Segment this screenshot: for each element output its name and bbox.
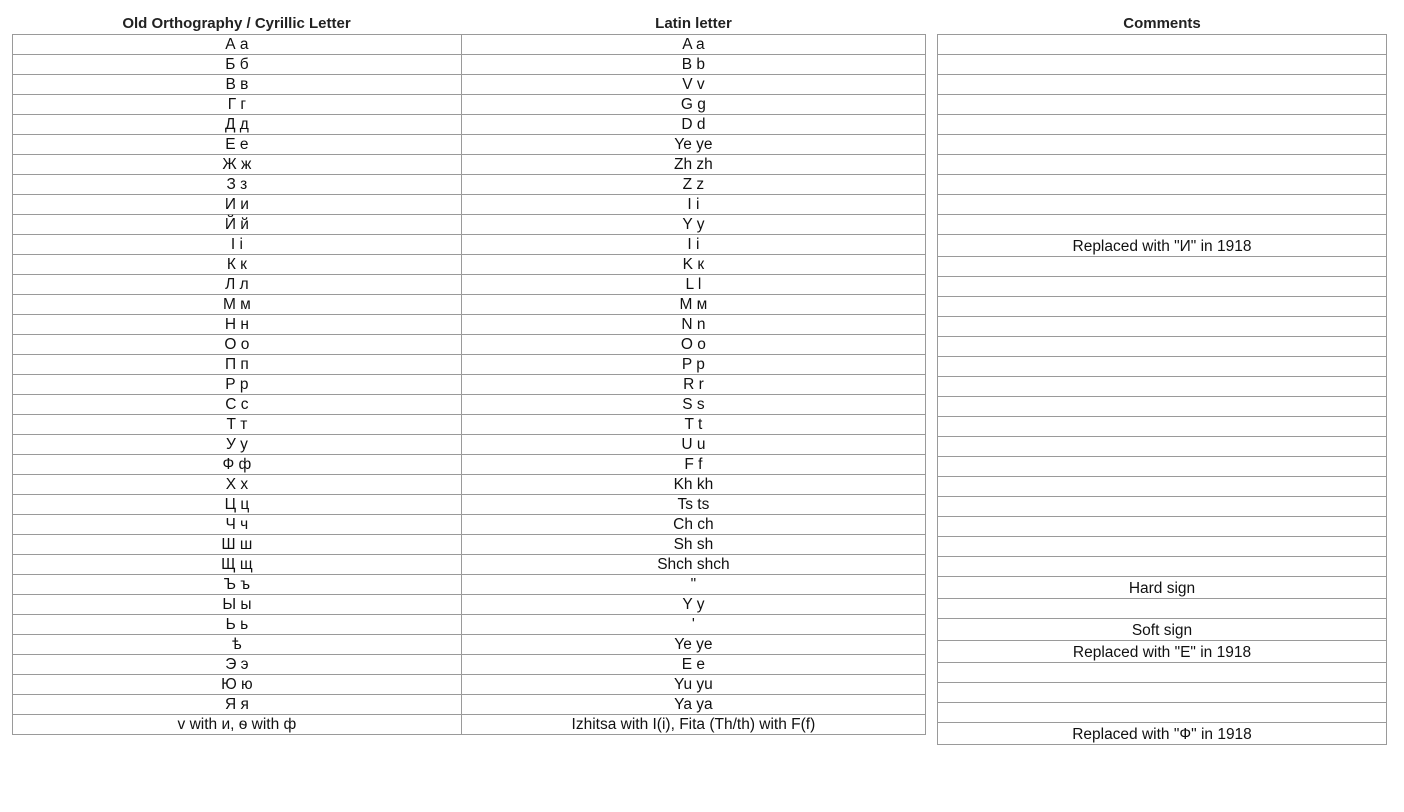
latin-cell: D d: [461, 115, 925, 135]
latin-cell: A a: [461, 35, 925, 55]
comment-row: [938, 95, 1387, 115]
comment-cell: [938, 397, 1387, 417]
table-row: [13, 695, 926, 715]
comments-table: [937, 34, 1387, 745]
cyrillic-cell: Б б: [13, 55, 462, 75]
latin-cell: N n: [461, 315, 925, 335]
cyrillic-cell: А а: [13, 35, 462, 55]
comment-row: [938, 235, 1387, 257]
comment-cell: [938, 95, 1387, 115]
cyrillic-cell: Г г: [13, 95, 462, 115]
cyrillic-cell: І і: [13, 235, 462, 255]
cyrillic-cell: Ы ы: [13, 595, 462, 615]
cyrillic-cell: В в: [13, 75, 462, 95]
comment-cell: [938, 537, 1387, 557]
comment-row: [938, 437, 1387, 457]
comment-row: [938, 195, 1387, 215]
table-row: [13, 155, 926, 175]
comment-row: [938, 55, 1387, 75]
cyrillic-cell: Ж ж: [13, 155, 462, 175]
comment-cell: Replaced with "E" in 1918: [938, 641, 1387, 663]
cyrillic-cell: П п: [13, 355, 462, 375]
table-row: [13, 655, 926, 675]
table-row: [13, 435, 926, 455]
table-row: [13, 195, 926, 215]
comment-row: [938, 619, 1387, 641]
table-row: [13, 175, 926, 195]
comment-cell: [938, 703, 1387, 723]
table-row: [13, 95, 926, 115]
table-row: [13, 635, 926, 655]
cyrillic-cell: У у: [13, 435, 462, 455]
comment-row: [938, 477, 1387, 497]
table-row: [13, 215, 926, 235]
cyrillic-cell: Р р: [13, 375, 462, 395]
comment-row: [938, 115, 1387, 135]
comment-row: [938, 257, 1387, 277]
comment-row: [938, 663, 1387, 683]
comment-row: [938, 397, 1387, 417]
table-row: [13, 675, 926, 695]
cyrillic-cell: Ф ф: [13, 455, 462, 475]
comment-cell: [938, 75, 1387, 95]
cyrillic-cell: Т т: [13, 415, 462, 435]
comment-row: [938, 683, 1387, 703]
latin-cell: M м: [461, 295, 925, 315]
header-latin: Latin letter: [655, 15, 732, 32]
latin-cell: ': [461, 615, 925, 635]
latin-cell: Shch shch: [461, 555, 925, 575]
table-row: [13, 335, 926, 355]
header-comments: Comments: [1123, 15, 1201, 32]
comment-row: [938, 337, 1387, 357]
comment-row: [938, 417, 1387, 437]
comment-row: [938, 135, 1387, 155]
cyrillic-cell: Е е: [13, 135, 462, 155]
latin-cell: P p: [461, 355, 925, 375]
table-row: [13, 375, 926, 395]
comment-cell: [938, 663, 1387, 683]
latin-cell: Ye ye: [461, 635, 925, 655]
table-row: [13, 415, 926, 435]
table-row: [13, 255, 926, 275]
cyrillic-cell: Ш ш: [13, 535, 462, 555]
comment-cell: [938, 135, 1387, 155]
comment-cell: [938, 517, 1387, 537]
comment-row: [938, 557, 1387, 577]
cyrillic-cell: О о: [13, 335, 462, 355]
comment-row: [938, 175, 1387, 195]
comment-row: [938, 357, 1387, 377]
latin-cell: Y y: [461, 215, 925, 235]
table-row: [13, 275, 926, 295]
comment-row: [938, 537, 1387, 557]
cyrillic-cell: Я я: [13, 695, 462, 715]
cyrillic-cell: Щ щ: [13, 555, 462, 575]
table-row: [13, 115, 926, 135]
table-row: [13, 295, 926, 315]
cyrillic-cell: К к: [13, 255, 462, 275]
cyrillic-cell: И и: [13, 195, 462, 215]
cyrillic-cell: З з: [13, 175, 462, 195]
comment-cell: [938, 55, 1387, 75]
latin-cell: V v: [461, 75, 925, 95]
table-row: [13, 395, 926, 415]
cyrillic-cell: Э э: [13, 655, 462, 675]
comment-cell: [938, 175, 1387, 195]
latin-cell: T t: [461, 415, 925, 435]
latin-cell: U u: [461, 435, 925, 455]
comment-row: [938, 277, 1387, 297]
comment-row: [938, 75, 1387, 95]
cyrillic-cell: Ъ ъ: [13, 575, 462, 595]
comment-cell: [938, 195, 1387, 215]
comment-cell: [938, 557, 1387, 577]
comment-cell: [938, 497, 1387, 517]
table-row: [13, 235, 926, 255]
latin-cell: O o: [461, 335, 925, 355]
table-row: [13, 455, 926, 475]
table-row: [13, 515, 926, 535]
comment-cell: Soft sign: [938, 619, 1387, 641]
cyrillic-cell: Ь ь: [13, 615, 462, 635]
comment-cell: Replaced with "И" in 1918: [938, 235, 1387, 257]
latin-cell: K к: [461, 255, 925, 275]
latin-cell: R r: [461, 375, 925, 395]
comment-cell: [938, 683, 1387, 703]
latin-cell: I i: [461, 235, 925, 255]
comment-row: [938, 155, 1387, 175]
table-row: [13, 35, 926, 55]
table-row: [13, 135, 926, 155]
table-row: [13, 615, 926, 635]
comment-cell: [938, 297, 1387, 317]
latin-cell: Ya ya: [461, 695, 925, 715]
cyrillic-cell: Х х: [13, 475, 462, 495]
latin-cell: Y y: [461, 595, 925, 615]
comment-cell: [938, 115, 1387, 135]
cyrillic-cell: Й й: [13, 215, 462, 235]
comment-row: [938, 599, 1387, 619]
latin-cell: I i: [461, 195, 925, 215]
comment-row: [938, 703, 1387, 723]
table-row: [13, 595, 926, 615]
cyrillic-cell: Д д: [13, 115, 462, 135]
comment-cell: [938, 317, 1387, 337]
cyrillic-cell: М м: [13, 295, 462, 315]
latin-cell: S s: [461, 395, 925, 415]
comment-cell: [938, 457, 1387, 477]
comment-cell: [938, 215, 1387, 235]
comment-row: [938, 517, 1387, 537]
latin-cell: B b: [461, 55, 925, 75]
latin-cell: F f: [461, 455, 925, 475]
comment-row: [938, 35, 1387, 55]
table-row: [13, 315, 926, 335]
latin-cell: L l: [461, 275, 925, 295]
cyrillic-cell: Н н: [13, 315, 462, 335]
table-row: [13, 715, 926, 735]
comment-cell: [938, 437, 1387, 457]
latin-cell: Kh kh: [461, 475, 925, 495]
comment-cell: [938, 337, 1387, 357]
table-row: [13, 355, 926, 375]
comment-cell: [938, 417, 1387, 437]
comment-row: [938, 723, 1387, 745]
table-row: [13, 55, 926, 75]
latin-cell: Izhitsa with I(i), Fita (Th/th) with F(f): [461, 715, 925, 735]
comment-cell: [938, 357, 1387, 377]
cyrillic-cell: v with и, ѳ with ф: [13, 715, 462, 735]
latin-cell: Zh zh: [461, 155, 925, 175]
cyrillic-cell: Л л: [13, 275, 462, 295]
comment-row: [938, 457, 1387, 477]
comment-row: [938, 641, 1387, 663]
comment-cell: [938, 257, 1387, 277]
comment-row: [938, 497, 1387, 517]
latin-cell: ": [461, 575, 925, 595]
comment-cell: [938, 277, 1387, 297]
latin-cell: Sh sh: [461, 535, 925, 555]
cyrillic-cell: Ю ю: [13, 675, 462, 695]
latin-cell: Z z: [461, 175, 925, 195]
comment-cell: Replaced with "Ф" in 1918: [938, 723, 1387, 745]
cyrillic-cell: Ц ц: [13, 495, 462, 515]
latin-cell: E e: [461, 655, 925, 675]
comment-cell: [938, 35, 1387, 55]
header-cyrillic: Old Orthography / Cyrillic Letter: [122, 15, 351, 32]
latin-cell: Ye ye: [461, 135, 925, 155]
cyrillic-cell: ѣ: [13, 635, 462, 655]
latin-cell: Ch ch: [461, 515, 925, 535]
table-row: [13, 555, 926, 575]
comment-row: [938, 297, 1387, 317]
comment-row: [938, 317, 1387, 337]
latin-cell: Yu yu: [461, 675, 925, 695]
comment-row: [938, 577, 1387, 599]
table-row: [13, 535, 926, 555]
latin-cell: Ts ts: [461, 495, 925, 515]
table-row: [13, 575, 926, 595]
comment-row: [938, 377, 1387, 397]
cyrillic-cell: С с: [13, 395, 462, 415]
comment-cell: [938, 599, 1387, 619]
latin-cell: G g: [461, 95, 925, 115]
comment-cell: [938, 477, 1387, 497]
table-row: [13, 75, 926, 95]
transliteration-table: [12, 34, 926, 735]
comment-row: [938, 215, 1387, 235]
comment-cell: Hard sign: [938, 577, 1387, 599]
comment-cell: [938, 377, 1387, 397]
table-row: [13, 495, 926, 515]
table-row: [13, 475, 926, 495]
cyrillic-cell: Ч ч: [13, 515, 462, 535]
comment-cell: [938, 155, 1387, 175]
